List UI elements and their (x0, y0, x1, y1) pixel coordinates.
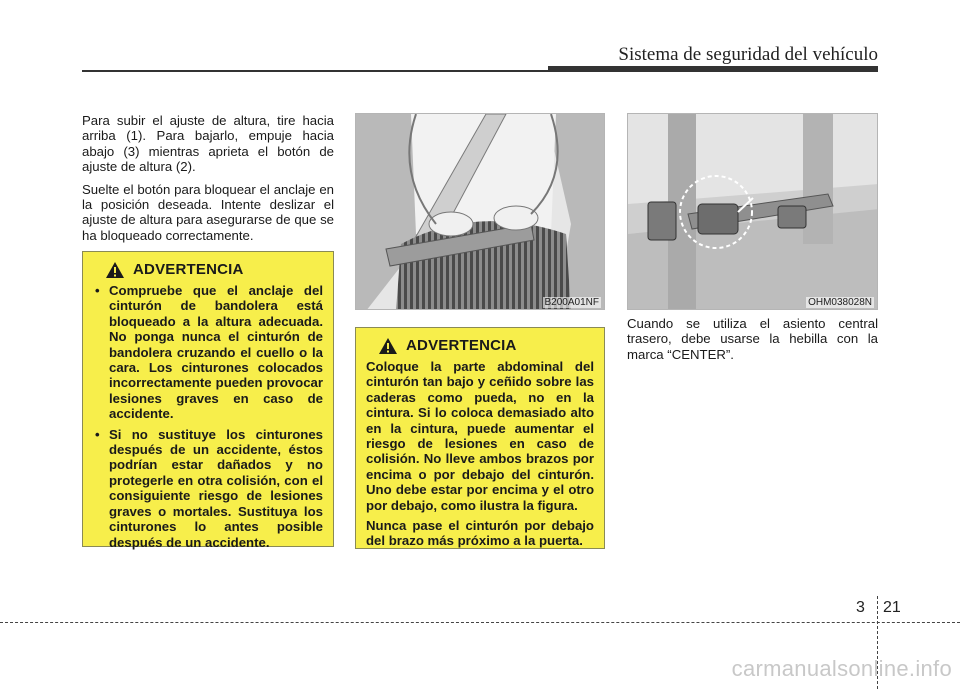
warning-triangle-icon (378, 337, 398, 355)
figure-rear-center-buckle (627, 113, 878, 310)
left-body-text (82, 113, 334, 250)
warning-item: • Si no sustituye los cinturones después de un accidente, éstos podrían estar dañados y no protegerle en otra colisión, con el consiguiente riesgo de lesiones graves o mortales. Sustituya los cinturones lo antes posible después de un accidente. (93, 427, 323, 550)
rear-seat-buckle-illustration (628, 114, 878, 310)
figure-code: OHM038028N (808, 297, 872, 308)
figure-seatbelt-lap (355, 113, 605, 310)
warning-paragraph: Nunca pase el cinturón por debajo del brazo más próximo a la puerta. (366, 518, 594, 549)
warning-title: ADVERTENCIA (133, 261, 244, 279)
warning-item: • Compruebe que el anclaje del cinturón de bandolera está bloqueado a la altura adecuada. No ponga nunca el cinturón de bandolera cruzando el cuello o la cara. Los cinturones colocados incorrectamente pueden provocar lesiones graves en caso de accidente. (93, 283, 323, 422)
section-title: Sistema de seguridad del vehículo (618, 44, 878, 65)
paragraph: Suelte el botón para bloquear el anclaje en la posición deseada. Intente deslizar el ajuste de altura para asegurarse de que se ha bloqueado correctamente. (82, 181, 334, 243)
warning-box-left (82, 251, 334, 550)
warning-triangle-icon (105, 261, 125, 279)
watermark: carmanualsonline.info (731, 656, 952, 681)
warning-list (93, 283, 323, 550)
paragraph: Cuando se utiliza el asiento central trasero, debe usarse la hebilla con la marca “CENTER”. (627, 316, 878, 362)
seatbelt-lap-illustration (356, 114, 605, 310)
header-rule-accent (548, 66, 878, 72)
warning-paragraph: Coloque la parte abdominal del cinturón tan bajo y ceñido sobre las caderas como pueda, no en la cintura. Si lo coloca demasiado alto en la cintura, puede aumentar el riesgo de lesiones en caso de colisión. No lleve ambos brazos por encima o por debajo del cinturón. Uno debe estar por encima y el otro por debajo, como ilustra la figura. (366, 359, 594, 513)
footer-rule (0, 622, 960, 623)
warning-header (105, 261, 323, 279)
right-body-text (627, 316, 878, 362)
paragraph: Para subir el ajuste de altura, tire hacia arriba (1). Para bajarlo, empuje hacia abajo (3) mientras aprieta el botón de ajuste de altura (2). (82, 113, 334, 175)
warning-header (378, 337, 594, 355)
figure-code: B200A01NF (544, 297, 599, 308)
page-number: 21 (883, 599, 901, 616)
warning-box-middle (355, 327, 605, 549)
warning-title: ADVERTENCIA (406, 337, 517, 355)
chapter-number: 3 (856, 599, 865, 616)
